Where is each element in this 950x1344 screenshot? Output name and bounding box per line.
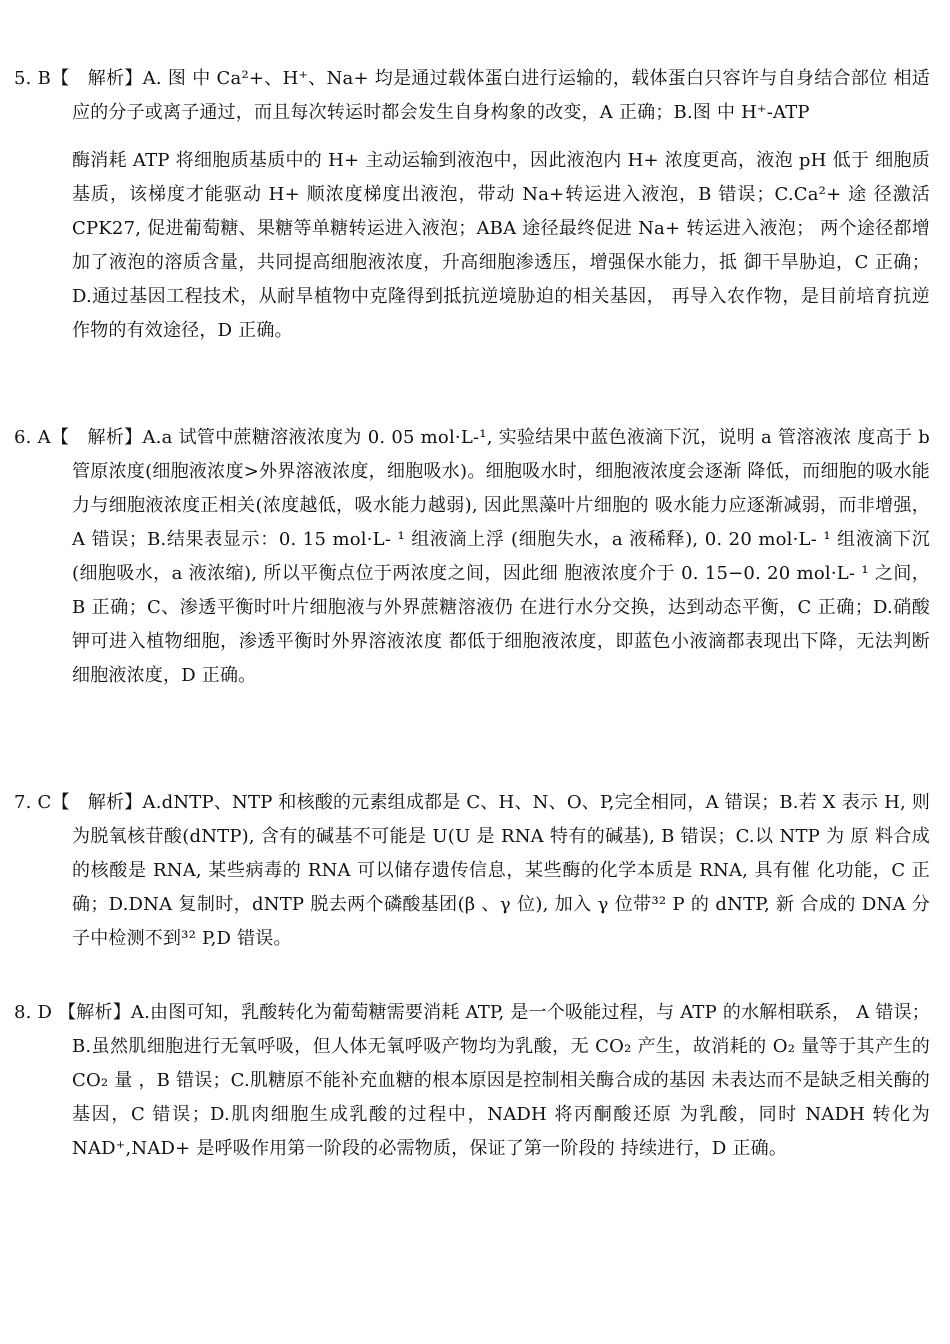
answer-7-text: A.dNTP、NTP 和核酸的元素组成都是 C、H、N、O、P,完全相同，A 错误；B.若 X 表示 H, 则 为脱氧核苷酸(dNTP), 含有的碱基不可能是 U(U 是 RNA 特有的碱基), B 错误；C.以 NTP 为 原 料合成的核酸是 RNA, 某些病毒的 RNA 可以储存遗传信息，某些酶的化学本质是 RNA, 具有催 化功能，C 正确；D.DNA 复制时，dNTP 脱去两个磷酸基团(β 、γ 位), 加入 γ 位带³² P 的 dNTP, 新 合成的 DNA 分子中检测不到³² P,D 错误。	[72, 792, 931, 949]
answer-6-number: 6. A	[14, 427, 51, 448]
answer-6-text: A.a 试管中蔗糖溶液浓度为 0. 05 mol·L-¹, 实验结果中蓝色液滴下沉，说明 a 管溶液浓 度高于 b 管原浓度(细胞液浓度>外界溶液浓度，细胞吸水)。细胞吸水时，细胞液浓度会逐渐 降低，而细胞的吸水能力与细胞液浓度正相关(浓度越低，吸水能力越弱), 因此黑藻叶片细胞的 吸水能力应逐渐减弱，而非增强，A 错误；B.结果表显示：0. 15 mol·L- ¹ 组液滴上浮 (细胞失水，a 液稀释), 0. 20 mol·L- ¹ 组液滴下沉(细胞吸水，a 液浓缩), 所以平衡点位于两浓度之间，因此细 胞液浓度介于 0. 15−0. 20 mol·L- ¹ 之间，B 正确；C、渗透平衡时叶片细胞液与外界蔗糖溶液仍 在进行水分交换，达到动态平衡，C 正确；D.硝酸钾可进入植物细胞，渗透平衡时外界溶液浓度 都低于细胞液浓度，即蓝色小液滴都表现出下降，无法判断细胞液浓度，D 正确。	[72, 427, 930, 686]
answer-6-paragraph	[14, 421, 930, 693]
answer-8-tag: 【解析】	[52, 1002, 131, 1023]
answer-5	[14, 62, 930, 348]
answer-8	[14, 996, 930, 1166]
answer-7	[14, 786, 930, 956]
answer-7-tag: 【 解析】	[51, 792, 143, 813]
answer-5-paragraph-2	[14, 144, 930, 348]
answer-6	[14, 421, 930, 693]
answer-5-text-2: 酶消耗 ATP 将细胞质基质中的 H+ 主动运输到液泡中，因此液泡内 H+ 浓度更高，液泡 pH 低于 细胞质基质，该梯度才能驱动 H+ 顺浓度梯度出液泡，带动 Na+转运进入液泡，B 错误；C.Ca²+ 途 径激活 CPK27, 促进葡萄糖、果糖等单糖转运进入液泡；ABA 途径最终促进 Na+ 转运进入液泡； 两个途径都增加了液泡的溶质含量，共同提高细胞液浓度，升高细胞渗透压，增强保水能力，抵 御干旱胁迫，C 正确；D.通过基因工程技术，从耐旱植物中克隆得到抵抗逆境胁迫的相关基因， 再导入农作物，是目前培育抗逆作物的有效途径，D 正确。	[72, 150, 930, 341]
answer-5-number: 5. B	[14, 68, 52, 89]
answer-5-tag: 【 解析】	[51, 68, 143, 89]
answer-5-paragraph-1	[14, 62, 930, 130]
answer-5-text: A. 图 中 Ca²+、H⁺、Na+ 均是通过载体蛋白进行运输的，载体蛋白只容许与自身结合部位 相适应的分子或离子通过，而且每次转运时都会发生自身构象的改变，A 正确；B.图 中 H⁺-ATP	[72, 68, 931, 123]
answer-8-number: 8. D	[14, 1002, 53, 1023]
answer-6-tag: 【 解析】	[50, 427, 143, 448]
answer-7-paragraph	[14, 786, 930, 956]
answer-7-number: 7. C	[14, 792, 52, 813]
answer-8-text: A.由图可知，乳酸转化为葡萄糖需要消耗 ATP, 是一个吸能过程，与 ATP 的水解相联系， A 错误；B.虽然肌细胞进行无氧呼吸，但人体无氧呼吸产物均为乳酸，无 CO₂ 产生，故消耗的 O₂ 量等于其产生的 CO₂ 量 ，B 错误；C.肌糖原不能补充血糖的根本原因是控制相关酶合成的基因 未表达而不是缺乏相关酶的基因，C 错误；D.肌肉细胞生成乳酸的过程中，NADH 将丙酮酸还原 为乳酸，同时 NADH 转化为 NAD⁺,NAD+ 是呼吸作用第一阶段的必需物质，保证了第一阶段的 持续进行，D 正确。	[72, 1002, 930, 1159]
answer-8-paragraph	[14, 996, 930, 1166]
